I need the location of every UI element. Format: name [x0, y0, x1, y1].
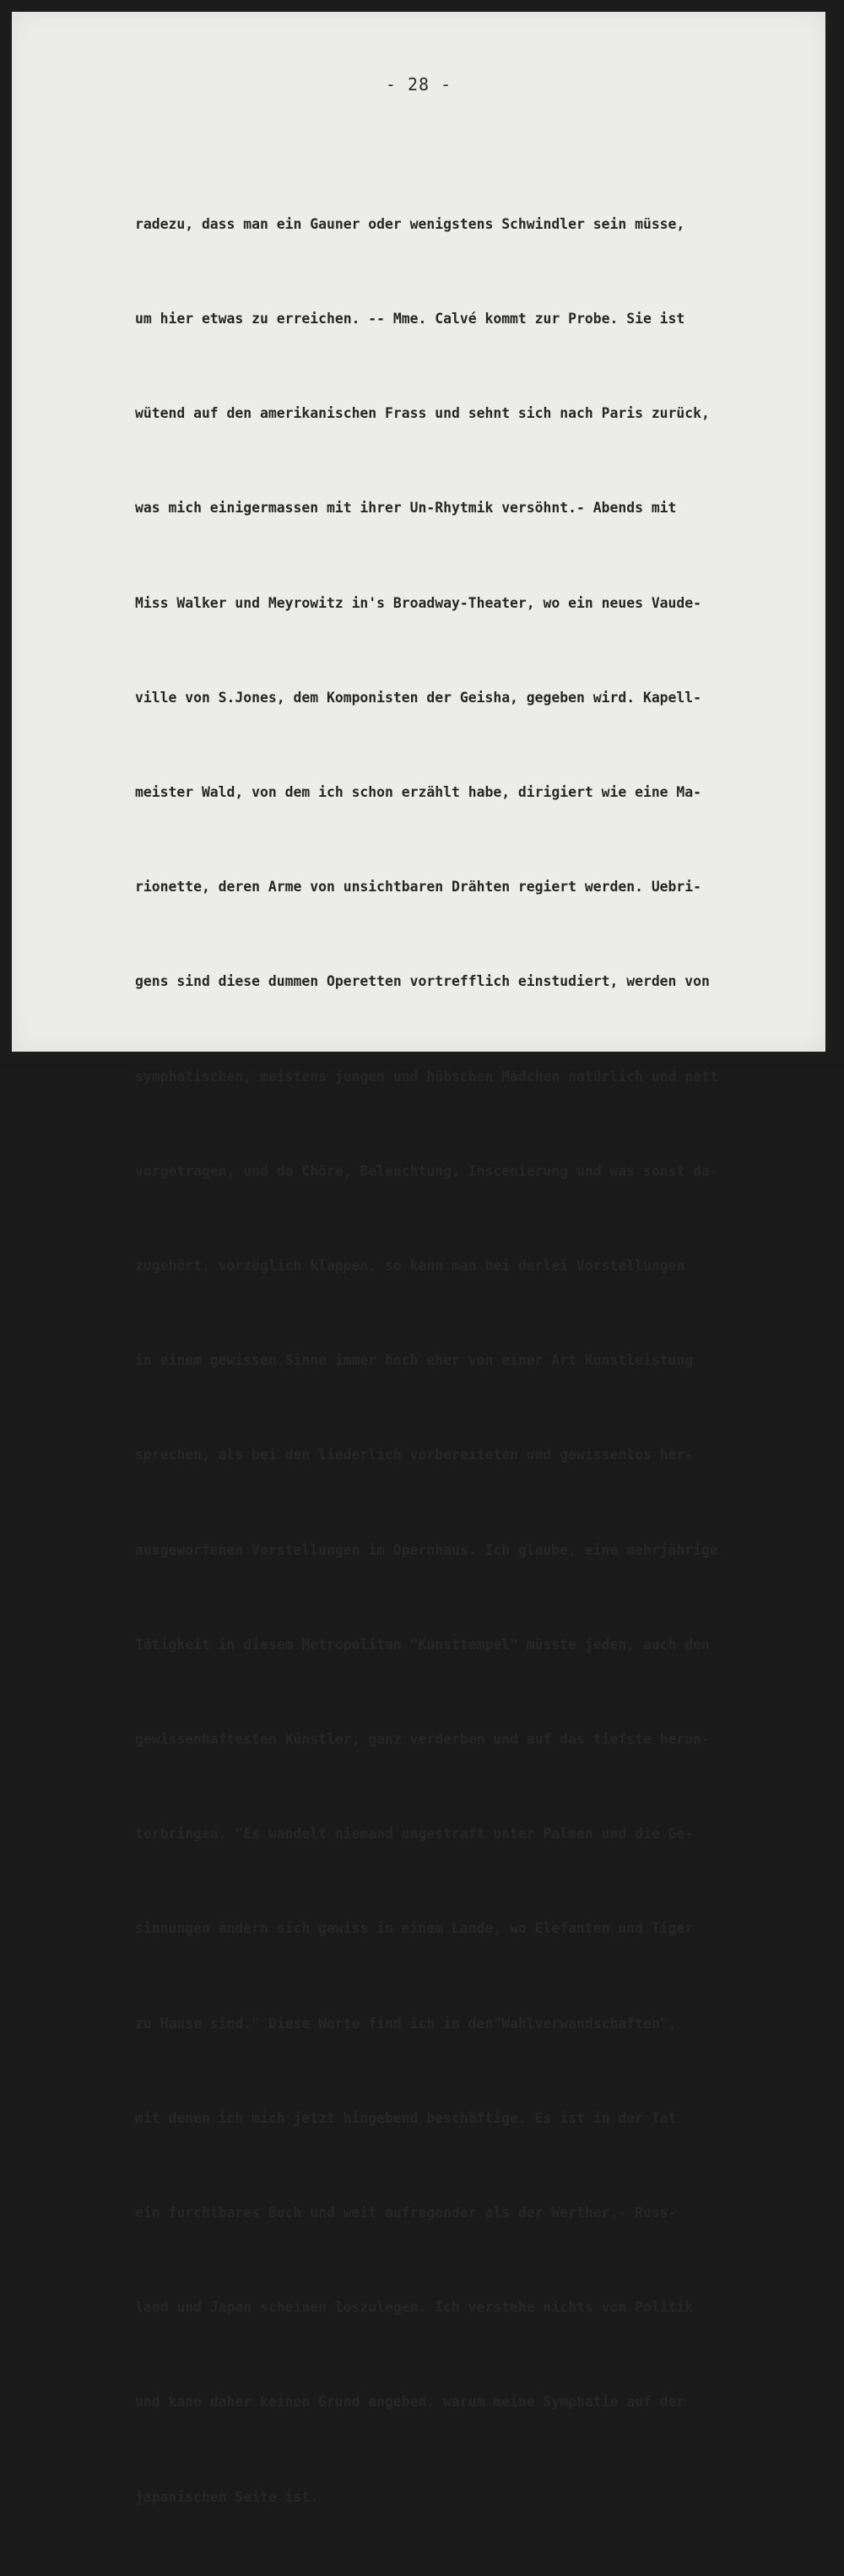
text-line: rionette, deren Arme von unsichtbaren Drähten regiert werden. Uebri- — [135, 879, 702, 896]
text-line: wütend auf den amerikanischen Frass und sehnt sich nach Paris zurück, — [135, 405, 710, 422]
typewritten-page — [12, 12, 825, 2505]
text-line: was mich einigermassen mit ihrer Un-Rhytmik versöhnt.- Abends mit — [135, 500, 677, 517]
text-line: radezu, dass man ein Gauner oder wenigstens Schwindler sein müsse, — [135, 215, 685, 232]
text-line: in einem gewissen Sinne immer hoch eher von einer Art Kunstleistung — [135, 1352, 694, 1369]
text-line: vorgetragen, und da Chöre, Beleuchtung, Inscenierung und was sonst da- — [135, 1162, 718, 1179]
text-line: mit denen ich mich jetzt hingebend beschäftige. Es ist in der Tat — [135, 2109, 677, 2126]
text-line: Tätigkeit in diesem Metropolitan "Kunsttempel" müsste jeden, auch den — [135, 1636, 710, 1653]
text-line: meister Wald, von dem ich schon erzählt habe, dirigiert wie eine Ma- — [135, 784, 702, 801]
text-line: gens sind diese dummen Operetten vortrefflich einstudiert, werden von — [135, 973, 710, 990]
text-line: ville von S.Jones, dem Komponisten der Geisha, gegeben wird. Kapell- — [135, 689, 702, 706]
text-line: ein furchtbares Buch und weit aufregender als der Werther.- Russ- — [135, 2205, 677, 2222]
text-line: um hier etwas zu erreichen. -- Mme. Calvé kommt zur Probe. Sie ist — [135, 311, 685, 327]
text-line: land und Japan scheinen loszulegen. Ich verstehe nichts von Politik — [135, 2299, 694, 2316]
text-line: zu Hause sind." Diese Worte find ich in den"Wahlverwandschaften", — [135, 2015, 677, 2032]
text-line: japanischen Seite ist. — [135, 2488, 319, 2505]
text-line: ausgeworfenen Vorstellungen im Opernhaus. Ich glaube, eine mehrjährige — [135, 1541, 718, 1558]
text-line: zugehört, vorzüglich klappen, so kann man bei derlei Vorstellungen — [135, 1258, 685, 1274]
text-line: sinnungen ändern sich gewiss in einem Lande, wo Elefanten und Tiger — [135, 1920, 694, 1937]
text-line: gewissenhaftesten Künstler, ganz verderben und auf das tiefste herun- — [135, 1731, 710, 1748]
text-line: terbringen. "Es wandelt niemand ungestraft unter Palmen und die Ge- — [135, 1826, 694, 1843]
text-line: Miss Walker und Meyrowitz in's Broadway-Theater, wo ein neues Vaude- — [135, 594, 702, 611]
letter-body — [135, 145, 810, 2576]
text-line: symphatischen, meistens jungen und hübschen Mädchen natürlich und nett — [135, 1068, 718, 1085]
text-line: und kann daher keinen Grund angeben, warum meine Symphatie auf der — [135, 2394, 685, 2411]
text-line: sprechen, als bei den liederlich vorbereiteten und gewissenlos her- — [135, 1447, 694, 1464]
page-number: - 28 - — [385, 74, 452, 95]
